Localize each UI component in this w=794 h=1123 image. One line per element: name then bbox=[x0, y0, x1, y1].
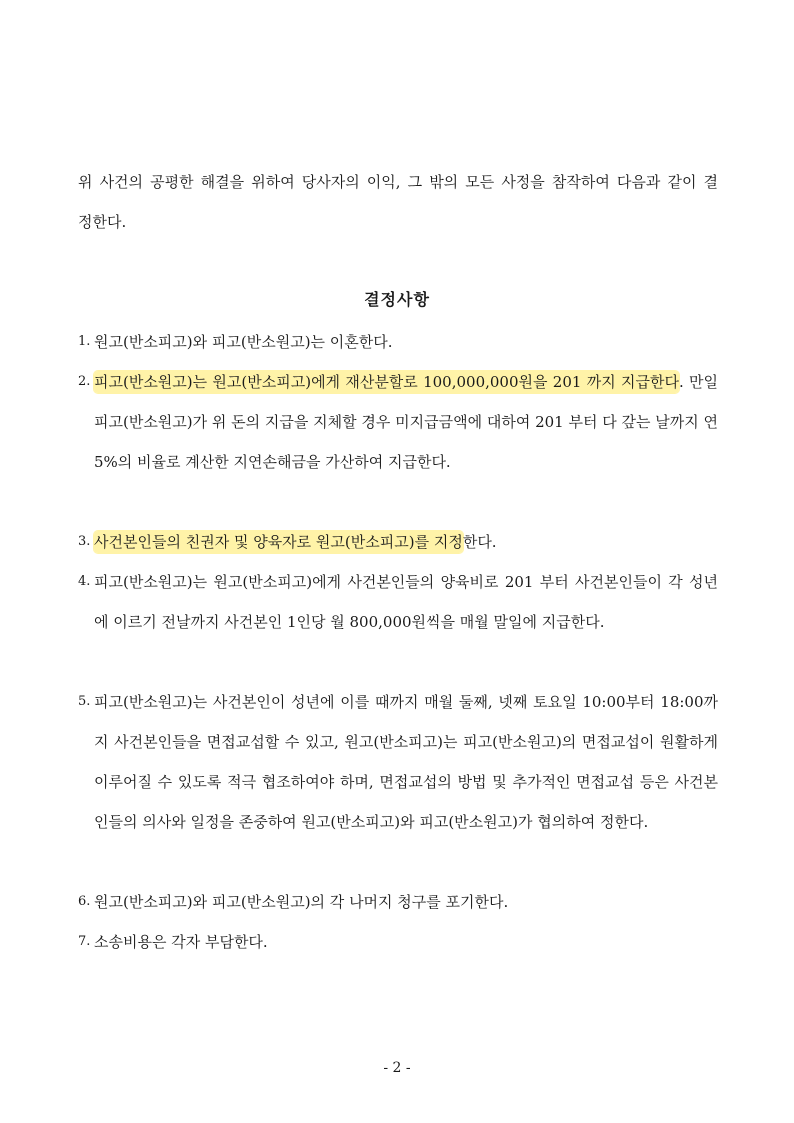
item-text: . 만일 피고(반소원고)가 위 돈의 지급을 지체할 경우 미지급금액에 대하여 201 부터 다 갚는 날까지 연 5%의 비율로 계산한 지연손해금을 가산하여 지급한다. bbox=[94, 373, 718, 471]
item-text: 소송비용은 각자 부담한다. bbox=[94, 933, 268, 951]
decision-item-4 bbox=[78, 562, 718, 642]
page-number: - 2 - bbox=[383, 1060, 411, 1076]
decision-item-6 bbox=[78, 882, 718, 922]
item-number: 5. bbox=[78, 694, 91, 709]
highlighted-text: 피고(반소원고)는 원고(반소피고)에게 재산분할로 100,000,000원을 201 까지 지급한다 bbox=[94, 373, 679, 391]
item-text: 피고(반소원고)는 사건본인이 성년에 이를 때까지 매월 둘째, 넷째 토요일 10:00부터 18:00까지 사건본인들을 면접교섭할 수 있고, 원고(반소피고)는 피고(반소원고)의 면접교섭이 원활하게 이루어질 수 있도록 적극 협조하여야 하며, 면접교섭의 방법 및 추가적인 면접교섭 등은 사건본인들의 의사와 일정을 존중하여 원고(반소피고)와 피고(반소원고)가 협의하여 정한다. bbox=[94, 693, 718, 831]
item-text: 원고(반소피고)와 피고(반소원고)는 이혼한다. bbox=[94, 333, 393, 351]
decision-item-2 bbox=[78, 362, 718, 482]
decision-item-3 bbox=[78, 522, 718, 562]
section-heading: 결정사항 bbox=[364, 290, 430, 309]
decision-item-5 bbox=[78, 682, 718, 842]
item-number: 4. bbox=[78, 574, 91, 589]
decision-item-1 bbox=[78, 322, 718, 362]
decision-item-7 bbox=[78, 922, 718, 962]
item-number: 1. bbox=[78, 334, 91, 349]
highlighted-text: 사건본인들의 친권자 및 양육자로 원고(반소피고)를 지정 bbox=[94, 533, 463, 551]
intro-paragraph: 위 사건의 공평한 해결을 위하여 당사자의 이익, 그 밖의 모든 사정을 참작하여 다음과 같이 결정한다. bbox=[78, 173, 718, 231]
item-number: 2. bbox=[78, 374, 91, 389]
item-text: 한다. bbox=[462, 533, 497, 551]
item-text: 원고(반소피고)와 피고(반소원고)의 각 나머지 청구를 포기한다. bbox=[94, 893, 509, 911]
item-text: 피고(반소원고)는 원고(반소피고)에게 사건본인들의 양육비로 201 부터 사건본인들이 각 성년에 이르기 전날까지 사건본인 1인당 월 800,000원씩을 매월 말일에 지급한다. bbox=[94, 573, 718, 631]
item-number: 6. bbox=[78, 894, 91, 909]
item-number: 7. bbox=[78, 934, 91, 949]
item-number: 3. bbox=[78, 534, 91, 549]
